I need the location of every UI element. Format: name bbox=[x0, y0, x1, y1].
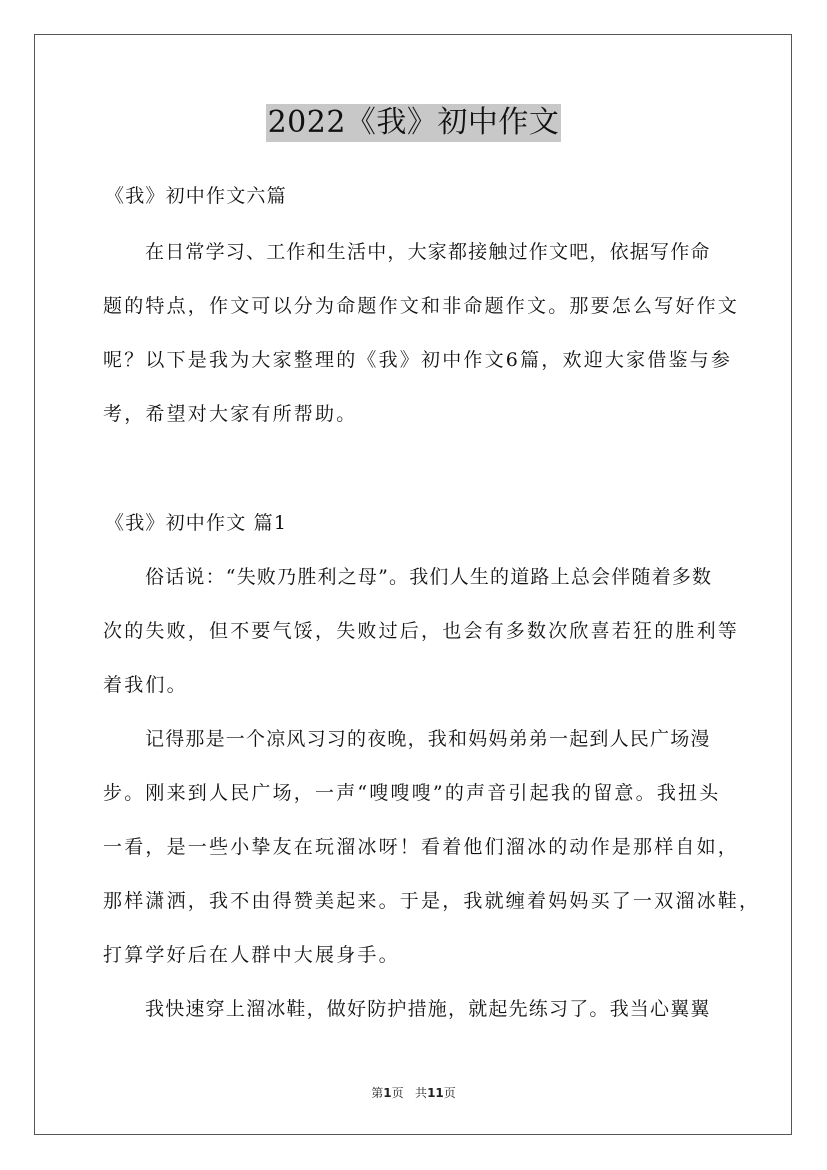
intro-line-3: 呢？以下是我为大家整理的《我》初中作文6篇，欢迎大家借鉴与参 bbox=[103, 349, 733, 371]
section-heading: 《我》初中作文 篇1 bbox=[105, 512, 288, 534]
intro-line-4: 考，希望对大家有所帮助。 bbox=[103, 403, 358, 425]
document-title: 2022《我》初中作文 bbox=[267, 105, 560, 140]
footer-page-prefix: 第 bbox=[371, 1086, 384, 1100]
footer-page-number: 1 bbox=[383, 1086, 392, 1100]
footer-total-pages: 11 bbox=[427, 1086, 444, 1100]
para2-line-1: 记得那是一个凉风习习的夜晚，我和妈妈弟弟一起到人民广场漫 bbox=[145, 728, 711, 750]
para2-line-3: 一看，是一些小挚友在玩溜冰呀！看着他们溜冰的动作是那样自如， bbox=[103, 836, 740, 858]
para1-line-3: 着我们。 bbox=[103, 674, 188, 696]
para1-line-2: 次的失败，但不要气馁，失败过后，也会有多数次欣喜若狂的胜利等 bbox=[103, 620, 740, 642]
intro-line-1: 在日常学习、工作和生活中，大家都接触过作文吧，依据写作命 bbox=[145, 241, 711, 263]
footer-page-suffix: 页 bbox=[391, 1086, 404, 1100]
para2-line-2: 步。刚来到人民广场，一声“嗖嗖嗖”的声音引起我的留意。我扭头 bbox=[103, 782, 721, 804]
para2-line-5: 打算学好后在人群中大展身手。 bbox=[103, 944, 400, 966]
document-title-container bbox=[0, 104, 827, 142]
intro-heading: 《我》初中作文六篇 bbox=[105, 185, 287, 207]
footer-total-suffix: 页 bbox=[443, 1086, 456, 1100]
para1-line-1: 俗话说：“失败乃胜利之母”。我们人生的道路上总会伴随着多数 bbox=[145, 566, 713, 588]
footer-total-prefix: 共 bbox=[415, 1086, 428, 1100]
intro-line-2: 题的特点，作文可以分为命题作文和非命题作文。那要怎么写好作文 bbox=[103, 295, 740, 317]
para3-line-1: 我快速穿上溜冰鞋，做好防护措施，就起先练习了。我当心翼翼 bbox=[145, 998, 711, 1020]
para2-line-4: 那样潇洒，我不由得赞美起来。于是，我就缠着妈妈买了一双溜冰鞋， bbox=[103, 890, 761, 912]
page-footer bbox=[0, 1084, 827, 1101]
